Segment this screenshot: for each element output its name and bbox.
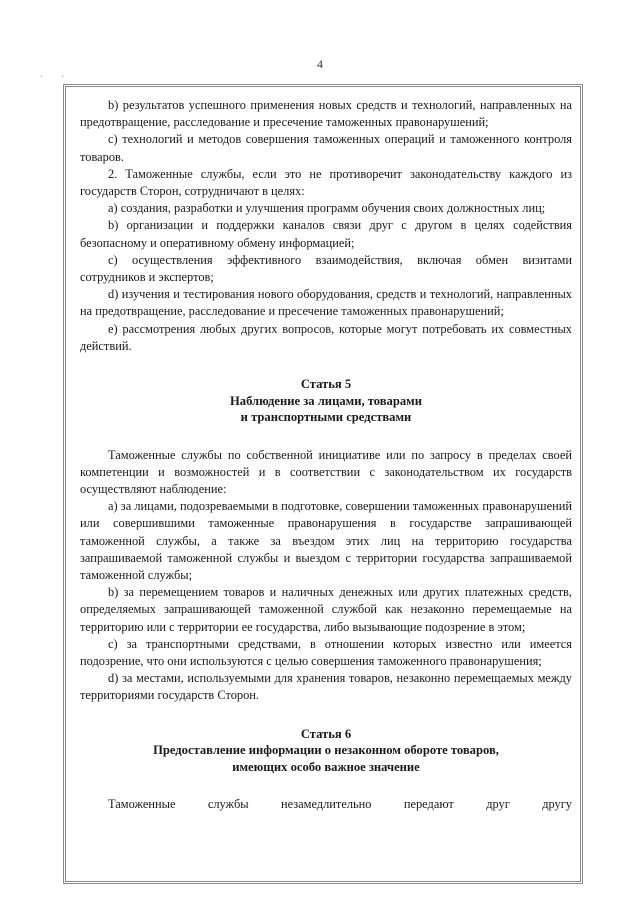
article-5-item-d: d) за местами, используемыми для хранения товаров, незаконно перемещаемых между территориями государств Сторон. bbox=[80, 671, 572, 703]
word: передают bbox=[403, 797, 454, 812]
page-number: 4 bbox=[317, 57, 323, 71]
word: Таможенные bbox=[108, 797, 176, 812]
para2-item-a: a) создания, разработки и улучшения программ обучения своих должностных лиц; bbox=[108, 201, 546, 216]
article-6-title-line2: имеющих особо важное значение bbox=[232, 759, 420, 774]
prev-item-b: b) результатов успешного применения новых средств и технологий, направленных на предотвращение, расследование и пресечение таможенных правонарушений; bbox=[80, 98, 572, 130]
document-frame bbox=[63, 84, 583, 884]
word: службы bbox=[207, 797, 249, 812]
article-6-title-line1: Предоставление информации о незаконном обороте товаров, bbox=[153, 743, 499, 758]
prev-item-c: c) технологий и методов совершения таможенных операций и таможенного контроля товаров. bbox=[80, 132, 572, 164]
article-6-number: Статья 6 bbox=[300, 726, 352, 741]
word: другу bbox=[542, 797, 572, 812]
paragraph-2: 2. Таможенные службы, если это не противоречит законодательству каждого из государств Сторон, сотрудничают в целях: bbox=[80, 166, 572, 199]
article-6-first-line bbox=[80, 796, 572, 813]
article-5-title-line1: Наблюдение за лицами, товарами bbox=[229, 393, 422, 408]
para2-item-c: c) осуществления эффективного взаимодействия, включая обмен визитами сотрудников и экспертов; bbox=[80, 252, 572, 285]
article-5-item-c: c) за транспортными средствами, в отношении которых известно или имеется подозрение, что они используются с целью совершения таможенного правонарушения; bbox=[80, 636, 572, 668]
article-5-number: Статья 5 bbox=[300, 377, 352, 392]
article-5-title-line2: и транспортными средствами bbox=[240, 410, 412, 425]
para2-item-e: e) рассмотрения любых других вопросов, которые могут потребовать их совместных действий. bbox=[80, 321, 572, 353]
para2-item-b: b) организации и поддержки каналов связи друг с другом в целях содействия безопасному и оперативному обмену информацией; bbox=[80, 218, 572, 250]
word: незамедлительно bbox=[280, 797, 372, 812]
article-5-item-b: b) за перемещением товаров и наличных денежных или других платежных средств, определяемых запрашивающей таможенной службой как незаконно перемещаемые на территорию или с территории ее государства, либо вызывающие подозрение в этом; bbox=[80, 585, 572, 634]
word: друг bbox=[486, 797, 510, 812]
document-body bbox=[80, 97, 572, 813]
scan-marks: · · bbox=[40, 72, 65, 83]
article-5-intro: Таможенные службы по собственной инициативе или по запросу в пределах своей компетенции и возможностей и в соответствии с законодательством их государств осуществляют наблюдение: bbox=[80, 447, 572, 496]
para2-item-d: d) изучения и тестирования нового оборудования, средств и технологий, направленных на предотвращение, расследование и пресечение таможенных правонарушений; bbox=[80, 287, 572, 319]
article-5-item-a: a) за лицами, подозреваемыми в подготовке, совершении таможенных правонарушений или совершившими таможенные правонарушения в государстве запрашивающей таможенной службы, а также за въездом этих лиц на территорию государства запрашиваемой таможенной службы и выездом с территории государства запрашиваемой таможенной службы; bbox=[80, 499, 572, 582]
